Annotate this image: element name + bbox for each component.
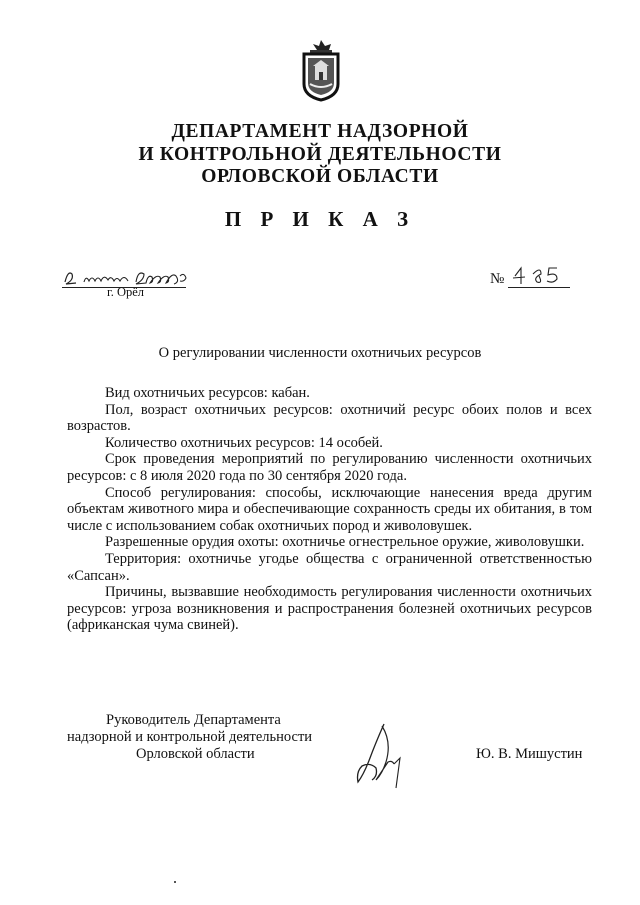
handwritten-signature-icon <box>352 722 412 790</box>
paragraph-species: Вид охотничьих ресурсов: кабан. <box>105 385 310 401</box>
department-name-line-2: И КОНТРОЛЬНОЙ ДЕЯТЕЛЬНОСТИ <box>138 144 502 165</box>
number-underline <box>508 287 570 288</box>
paragraph-reasons: Причины, вызвавшие необходимость регулирования численности охотничьих ресурсов: угроза возникновения и распространения болезней охотничьих ресурсов (африканская чума свиней). <box>67 584 592 634</box>
order-subject: О регулировании численности охотничьих ресурсов <box>158 345 482 361</box>
paragraph-period: Срок проведения мероприятий по регулированию численности охотничьих ресурсов: с 8 июля 2020 года по 30 сентября 2020 года. <box>67 451 592 484</box>
city-label: г. Орёл <box>107 285 145 299</box>
department-name-line-3: ОРЛОВСКОЙ ОБЛАСТИ <box>201 166 439 187</box>
signer-title-line-2: надзорной и контрольной деятельности <box>67 729 313 745</box>
signer-title-line-1: Руководитель Департамента <box>106 712 281 728</box>
scan-speck <box>174 881 176 883</box>
signer-title-line-3: Орловской области <box>136 746 255 762</box>
department-name-line-1: ДЕПАРТАМЕНТ НАДЗОРНОЙ <box>171 121 469 142</box>
document-type-title: П Р И К А З <box>224 207 416 231</box>
handwritten-number <box>511 262 569 288</box>
paragraph-territory: Территория: охотничье угодье общества с ограниченной ответственностью «Сапсан». <box>67 550 592 584</box>
paragraph-sex-age: Пол, возраст охотничьих ресурсов: охотничий ресурс обоих полов и всех возрастов. <box>67 401 592 435</box>
number-label: № <box>490 271 505 287</box>
paragraph-tools: Разрешенные орудия охоты: охотничье огнестрельное оружие, живоловушки. <box>105 534 585 551</box>
order-body <box>67 385 592 634</box>
signer-name: Ю. В. Мишустин <box>476 746 583 762</box>
paragraph-quantity: Количество охотничьих ресурсов: 14 особей. <box>105 434 383 451</box>
paragraph-method: Способ регулирования: способы, исключающие нанесения вреда другим объектам животного мира и обеспечивающие сохранность среды их обитания, в том числе с использованием собак охотничьих пород и живоловушек. <box>67 484 592 534</box>
coat-of-arms-icon <box>298 38 344 102</box>
